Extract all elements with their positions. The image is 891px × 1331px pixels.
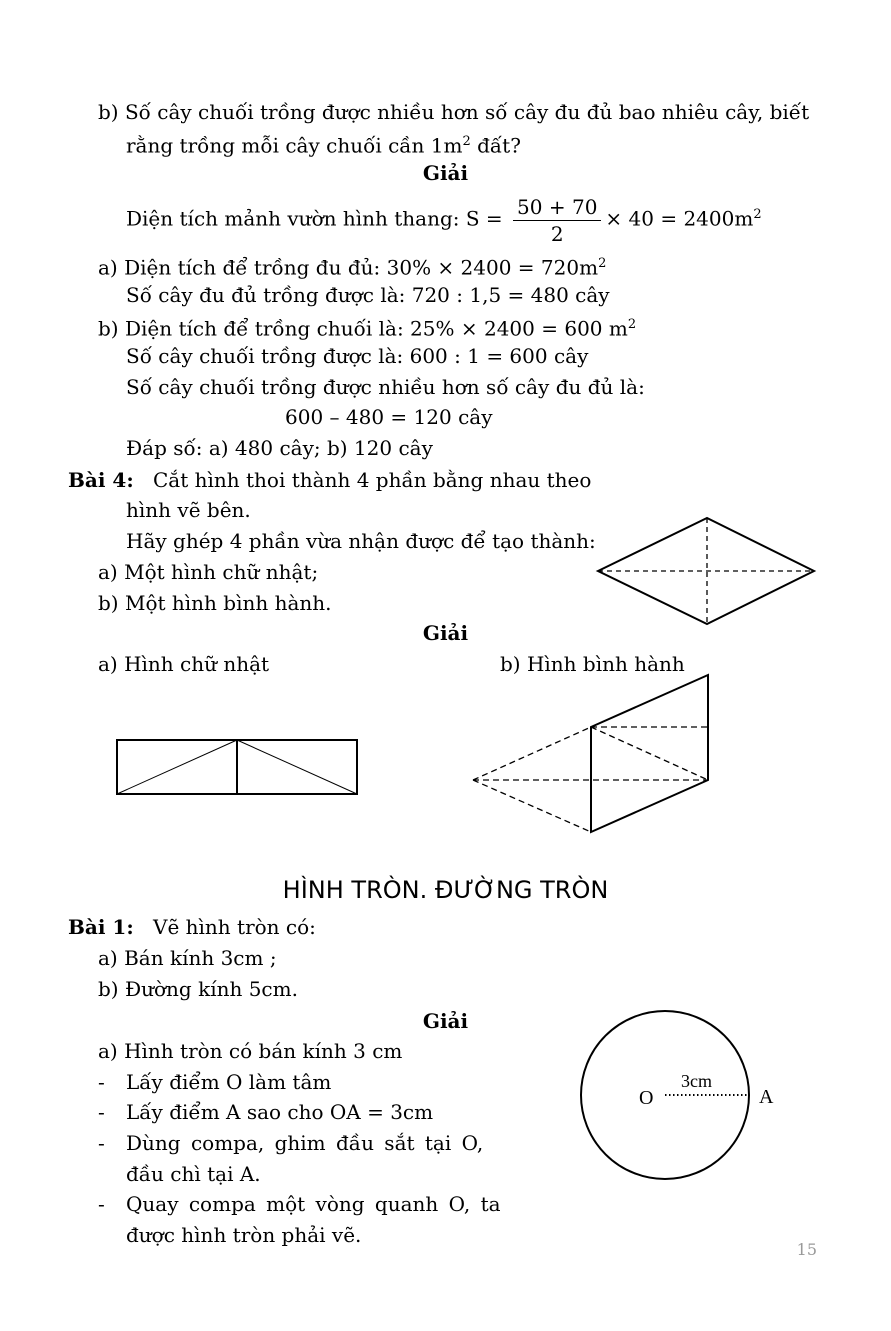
exercise-4-option-b: b) Một hình bình hành.	[98, 591, 332, 615]
part-b-line4: 600 – 480 = 120 cây	[285, 405, 493, 429]
part-b-line1: b) Diện tích để trồng chuối là: 25% × 2400 = 600 $m^2$	[98, 316, 637, 341]
dashed-diagonal	[591, 727, 708, 780]
rectangle-diagonal-right	[237, 740, 357, 794]
question-b-line1: b) Số cây chuối trồng được nhiều hơn số cây đu đủ bao nhiêu cây, biết	[98, 100, 810, 124]
exercise-1-option-b: b) Đường kính 5cm.	[98, 977, 298, 1001]
exercise-4-option-a: a) Một hình chữ nhật;	[98, 560, 319, 584]
center-label-o: O	[639, 1087, 654, 1109]
question-b-line2: rằng trồng mỗi cây chuối cần $1m^2$ đất?	[126, 133, 521, 158]
exercise-4-text3: Hãy ghép 4 phần vừa nhận được để tạo thành:	[126, 529, 596, 553]
point-label-a: A	[759, 1086, 774, 1108]
exercise-4-text1: Cắt hình thoi thành 4 phần bằng nhau theo	[153, 468, 592, 492]
solution-1-a: a) Hình tròn có bán kính 3 cm	[98, 1039, 403, 1063]
step-4-dash: -	[98, 1192, 105, 1216]
step-2-dash: -	[98, 1100, 105, 1124]
dashed-lower-left	[473, 780, 591, 832]
answer-line: Đáp số: a) 480 cây; b) 120 cây	[126, 436, 433, 460]
exercise-4-text2: hình vẽ bên.	[126, 498, 251, 522]
section-title: HÌNH TRÒN. ĐƯỜNG TRÒN	[282, 876, 609, 904]
step-1: Lấy điểm O làm tâm	[126, 1070, 332, 1094]
exercise-1-text: Vẽ hình tròn có:	[153, 915, 316, 939]
step-3-line2: đầu chì tại A.	[126, 1162, 261, 1186]
step-4-line1: Quay compa một vòng quanh O, ta	[126, 1192, 501, 1216]
step-2: Lấy điểm A sao cho OA = 3cm	[126, 1100, 434, 1124]
area-formula: Diện tích mảnh vườn hình thang: S = $\frac{50 + 70}{2}$ × $40 = 2400m^2$	[126, 194, 762, 246]
part-b-line2: Số cây chuối trồng được là: 600 : 1 = 600 cây	[126, 344, 589, 368]
exercise-1-label: Bài 1:	[68, 915, 134, 939]
circle-figure	[575, 1005, 780, 1185]
fraction: $\frac{50 + 70}{2}$	[513, 196, 601, 245]
solution-heading-4: Giải	[422, 621, 469, 645]
part-a-line1: a) Diện tích để trồng đu đủ: $30\% \times 2400 = 720m^2$	[98, 255, 607, 280]
step-4-line2: được hình tròn phải vẽ.	[126, 1223, 362, 1247]
exercise-4-label: Bài 4:	[68, 468, 134, 492]
dashed-upper-left	[473, 727, 591, 780]
solution-a-label: a) Hình chữ nhật	[98, 652, 270, 676]
parallelogram-figure	[465, 668, 720, 838]
step-3-dash: -	[98, 1131, 105, 1155]
step-3-line1: Dùng compa, ghim đầu sắt tại O,	[126, 1131, 484, 1155]
solution-b-label: b) Hình bình hành	[500, 652, 685, 676]
page-number: 15	[796, 1240, 817, 1259]
part-b-line3: Số cây chuối trồng được nhiều hơn số cây đu đủ là:	[126, 375, 645, 399]
step-1-dash: -	[98, 1070, 105, 1094]
solution-heading-1: Giải	[422, 1009, 469, 1033]
solution-heading: Giải	[422, 161, 469, 185]
exercise-1-option-a: a) Bán kính 3cm ;	[98, 946, 277, 970]
part-a-line2: Số cây đu đủ trồng được là: 720 : 1,5 = 480 cây	[126, 283, 610, 307]
rectangle-figure	[112, 735, 364, 801]
radius-label: 3cm	[681, 1071, 712, 1091]
rhombus-figure	[590, 510, 820, 632]
rectangle-diagonal-left	[117, 740, 237, 794]
